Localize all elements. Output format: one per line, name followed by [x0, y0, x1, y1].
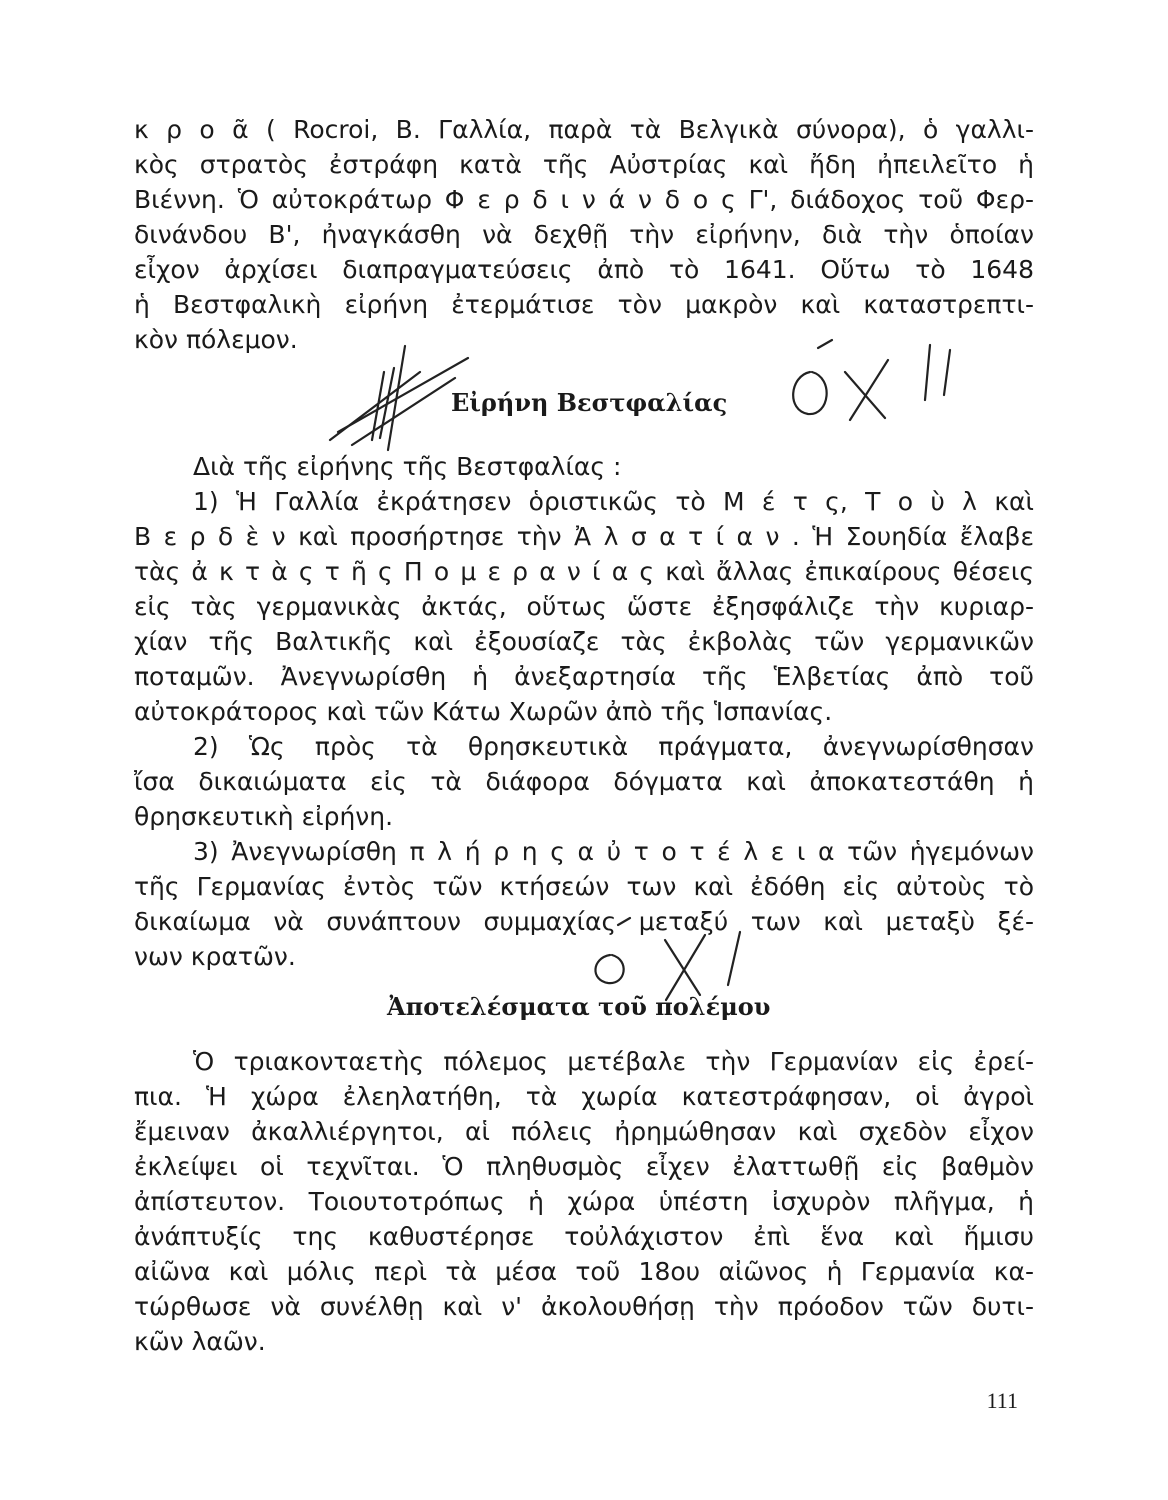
text-line: τῆς Γερμανίας ἐντὸς τῶν κτήσεών των καὶ ἐδόθη εἰς αὐτοὺς τὸ — [134, 872, 1034, 901]
text-line: Διὰ τῆς εἰρήνης τῆς Βεστφαλίας : — [193, 452, 622, 481]
page-number: 111 — [986, 1388, 1018, 1413]
text-line: 3) Ἀνεγνωρίσθη π λ ή ρ η ς α ὐ τ ο τ έ λ ε ι α τῶν ἡγεμόνων — [193, 837, 1034, 866]
text-line: ἐκλείψει οἱ τεχνῖται. Ὁ πληθυσμὸς εἶχεν ἐλαττωθῇ εἰς βαθμὸν — [134, 1152, 1034, 1181]
section-heading-peace-of-westphalia: Εἰρήνη Βεστφαλίας — [451, 388, 728, 417]
text-line: κὸν πόλεμον. — [134, 325, 298, 354]
text-line: δινάνδου Β', ἠναγκάσθη νὰ δεχθῇ τὴν εἰρήνην, διὰ τὴν ὁποίαν — [134, 220, 1034, 249]
text-line: ἀνάπτυξίς της καθυστέρησε τοὐλάχιστον ἐπὶ ἕνα καὶ ἥμισυ — [134, 1222, 1034, 1251]
text-line: Β ε ρ δ ὲ ν καὶ προσήρτησε τὴν Ἀ λ σ α τ ί α ν . Ἡ Σουηδία ἔλαβε — [134, 522, 1034, 551]
text-line: κὸς στρατὸς ἐστράφη κατὰ τῆς Αὐστρίας καὶ ἤδη ἠπειλεῖτο ἡ — [134, 150, 1034, 179]
section-heading-results-of-war: Ἀποτελέσματα τοῦ πολέμου — [387, 992, 771, 1021]
text-line: 2) Ὡς πρὸς τὰ θρησκευτικὰ πράγματα, ἀνεγνωρίσθησαν — [193, 732, 1034, 761]
text-line: ποταμῶν. Ἀνεγνωρίσθη ἡ ἀνεξαρτησία τῆς Ἑλβετίας ἀπὸ τοῦ — [134, 662, 1034, 691]
text-line: αἰῶνα καὶ μόλις περὶ τὰ μέσα τοῦ 18ου αἰῶνος ἡ Γερμανία κα- — [134, 1257, 1034, 1286]
text-line: εἶχον ἀρχίσει διαπραγματεύσεις ἀπὸ τὸ 1641. Οὕτω τὸ 1648 — [134, 255, 1034, 284]
text-line: χίαν τῆς Βαλτικῆς καὶ ἐξουσίαζε τὰς ἐκβολὰς τῶν γερμανικῶν — [134, 627, 1034, 656]
text-line: νων κρατῶν. — [134, 942, 296, 971]
text-line: ἡ Βεστφαλικὴ εἰρήνη ἐτερμάτισε τὸν μακρὸν καὶ καταστρεπτι- — [134, 290, 1034, 319]
text-line: ἔμειναν ἀκαλλιέργητοι, αἱ πόλεις ἠρημώθησαν καὶ σχεδὸν εἶχον — [134, 1117, 1034, 1146]
text-line: 1) Ἡ Γαλλία ἐκράτησεν ὁριστικῶς τὸ Μ έ τ ς, Τ ο ὺ λ καὶ — [193, 487, 1034, 516]
text-line: τὰς ἀ κ τ ὰ ς τ ῆ ς Π ο μ ε ρ α ν ί α ς καὶ ἄλλας ἐπικαίρους θέσεις — [134, 557, 1034, 586]
text-line: θρησκευτικὴ εἰρήνη. — [134, 802, 394, 831]
text-line: εἰς τὰς γερμανικὰς ἀκτάς, οὕτως ὥστε ἐξησφάλιζε τὴν κυριαρ- — [134, 592, 1034, 621]
text-line: πια. Ἡ χώρα ἐλεηλατήθη, τὰ χωρία κατεστράφησαν, οἱ ἀγροὶ — [134, 1082, 1034, 1111]
text-line: ἀπίστευτον. Τοιουτοτρόπως ἡ χώρα ὑπέστη ἰσχυρὸν πλῆγμα, ἡ — [134, 1187, 1034, 1216]
hash-scribble-mark — [330, 346, 468, 450]
text-line: τώρθωσε νὰ συνέλθῃ καὶ ν' ἀκολουθήσῃ τὴν πρόοδον τῶν δυτι- — [134, 1292, 1034, 1321]
text-line: κῶν λαῶν. — [134, 1327, 266, 1356]
text-line: αὐτοκράτορος καὶ τῶν Κάτω Χωρῶν ἀπὸ τῆς Ἱσπανίας. — [134, 697, 833, 726]
text-line: ἴσα δικαιώματα εἰς τὰ διάφορα δόγματα καὶ ἀποκατεστάθη ἡ — [134, 767, 1034, 796]
text-line: κ ρ ο ᾶ ( Rocroi, Β. Γαλλία, παρὰ τὰ Βελγικὰ σύνορα), ὁ γαλλι- — [134, 115, 1034, 144]
text-line: Βιέννη. Ὁ αὐτοκράτωρ Φ ε ρ δ ι ν ά ν δ ο ς Γ', διάδοχος τοῦ Φερ- — [134, 185, 1034, 214]
text-line: Ὁ τριακονταετὴς πόλεμος μετέβαλε τὴν Γερμανίαν εἰς ἐρεί- — [193, 1047, 1034, 1076]
text-line: δικαίωμα νὰ συνάπτουν συμμαχίας μεταξύ των καὶ μεταξὺ ξέ- — [134, 907, 1034, 936]
